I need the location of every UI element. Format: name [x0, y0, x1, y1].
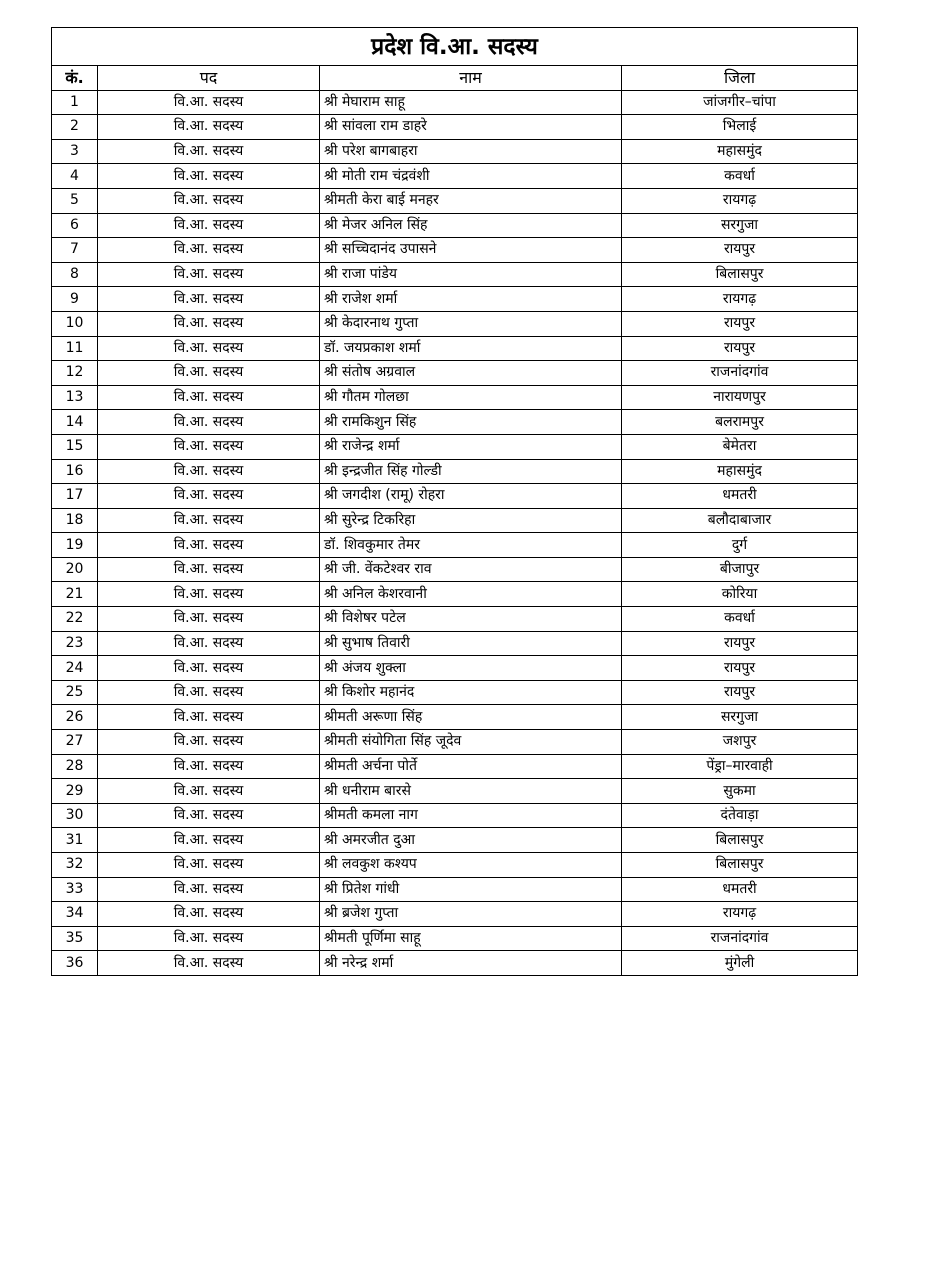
row-name: श्री सुरेन्द्र टिकरिहा	[320, 508, 622, 533]
row-name: श्री जगदीश (रामू) रोहरा	[320, 484, 622, 509]
row-name: श्री नरेन्द्र शर्मा	[320, 951, 622, 976]
column-header-district: जिला	[622, 66, 858, 91]
row-name: श्री सांवला राम डाहरे	[320, 115, 622, 140]
row-district: रायपुर	[622, 336, 858, 361]
row-number: 23	[52, 631, 98, 656]
table-row	[52, 115, 858, 140]
table-row	[52, 631, 858, 656]
row-district: रायगढ़	[622, 287, 858, 312]
row-post: वि.आ. सदस्य	[98, 730, 320, 755]
row-district: बेमेतरा	[622, 434, 858, 459]
row-number: 34	[52, 902, 98, 927]
row-name: श्री अंजय शुक्ला	[320, 656, 622, 681]
row-name: श्री किशोर महानंद	[320, 680, 622, 705]
row-post: वि.आ. सदस्य	[98, 434, 320, 459]
table-row	[52, 164, 858, 189]
row-district: बलरामपुर	[622, 410, 858, 435]
row-district: भिलाई	[622, 115, 858, 140]
row-district: बलौदाबाजार	[622, 508, 858, 533]
row-post: वि.आ. सदस्य	[98, 779, 320, 804]
row-number: 26	[52, 705, 98, 730]
row-post: वि.आ. सदस्य	[98, 336, 320, 361]
row-number: 27	[52, 730, 98, 755]
table-row	[52, 705, 858, 730]
row-name: श्री अमरजीत दुआ	[320, 828, 622, 853]
table-row	[52, 90, 858, 115]
row-number: 36	[52, 951, 98, 976]
row-name: श्री ब्रजेश गुप्ता	[320, 902, 622, 927]
row-post: वि.आ. सदस्य	[98, 188, 320, 213]
row-district: मुंगेली	[622, 951, 858, 976]
row-name: श्री मेघाराम साहू	[320, 90, 622, 115]
row-number: 12	[52, 361, 98, 386]
row-name: श्री राजा पांडेय	[320, 262, 622, 287]
row-district: दुर्ग	[622, 533, 858, 558]
table-row	[52, 336, 858, 361]
row-number: 29	[52, 779, 98, 804]
row-district: महासमुंद	[622, 139, 858, 164]
column-header-number: कं.	[52, 66, 98, 91]
table-row	[52, 188, 858, 213]
table-row	[52, 607, 858, 632]
header-row	[52, 66, 858, 91]
row-number: 32	[52, 853, 98, 878]
row-district: जशपुर	[622, 730, 858, 755]
row-name: श्री सच्चिदानंद उपासने	[320, 238, 622, 263]
row-name: श्री सुभाष तिवारी	[320, 631, 622, 656]
row-number: 13	[52, 385, 98, 410]
row-post: वि.आ. सदस्य	[98, 902, 320, 927]
row-name: श्री रामकिशुन सिंह	[320, 410, 622, 435]
row-number: 15	[52, 434, 98, 459]
column-header-post: पद	[98, 66, 320, 91]
table-row	[52, 139, 858, 164]
row-district: रायपुर	[622, 311, 858, 336]
table-row	[52, 213, 858, 238]
table-row	[52, 951, 858, 976]
table-row	[52, 557, 858, 582]
row-district: रायपुर	[622, 656, 858, 681]
row-post: वि.आ. सदस्य	[98, 459, 320, 484]
row-post: वि.आ. सदस्य	[98, 877, 320, 902]
row-name: श्रीमती संयोगिता सिंह जूदेव	[320, 730, 622, 755]
row-name: श्रीमती कमला नाग	[320, 803, 622, 828]
row-name: श्री जी. वेंकटेश्वर राव	[320, 557, 622, 582]
table-row	[52, 484, 858, 509]
row-post: वि.आ. सदस्य	[98, 951, 320, 976]
row-post: वि.आ. सदस्य	[98, 926, 320, 951]
table-row	[52, 287, 858, 312]
members-table	[51, 27, 858, 976]
row-number: 11	[52, 336, 98, 361]
row-post: वि.आ. सदस्य	[98, 680, 320, 705]
row-name: श्री केदारनाथ गुप्ता	[320, 311, 622, 336]
row-number: 6	[52, 213, 98, 238]
row-district: रायगढ़	[622, 188, 858, 213]
table-row	[52, 385, 858, 410]
row-name: श्रीमती केरा बाई मनहर	[320, 188, 622, 213]
table-row	[52, 582, 858, 607]
row-district: पेंड्रा–मारवाही	[622, 754, 858, 779]
table-row	[52, 779, 858, 804]
row-post: वि.आ. सदस्य	[98, 361, 320, 386]
row-number: 16	[52, 459, 98, 484]
row-number: 24	[52, 656, 98, 681]
row-district: जांजगीर–चांपा	[622, 90, 858, 115]
row-post: वि.आ. सदस्य	[98, 656, 320, 681]
table-row	[52, 902, 858, 927]
row-number: 5	[52, 188, 98, 213]
row-post: वि.आ. सदस्य	[98, 803, 320, 828]
row-district: कवर्धा	[622, 164, 858, 189]
table-row	[52, 434, 858, 459]
table-row	[52, 508, 858, 533]
row-name: श्री मोती राम चंद्रवंशी	[320, 164, 622, 189]
row-district: राजनांदगांव	[622, 361, 858, 386]
row-district: महासमुंद	[622, 459, 858, 484]
row-name: श्री संतोष अग्रवाल	[320, 361, 622, 386]
row-name: श्री इन्द्रजीत सिंह गोल्डी	[320, 459, 622, 484]
row-name: श्रीमती पूर्णिमा साहू	[320, 926, 622, 951]
row-district: रायगढ़	[622, 902, 858, 927]
row-name: श्रीमती अर्चना पोर्ते	[320, 754, 622, 779]
row-name: श्री धनीराम बारसे	[320, 779, 622, 804]
table-row	[52, 238, 858, 263]
row-number: 14	[52, 410, 98, 435]
row-number: 18	[52, 508, 98, 533]
row-post: वि.आ. सदस्य	[98, 90, 320, 115]
column-header-name: नाम	[320, 66, 622, 91]
row-name: श्री लवकुश कश्यप	[320, 853, 622, 878]
row-post: वि.आ. सदस्य	[98, 533, 320, 558]
row-post: वि.आ. सदस्य	[98, 508, 320, 533]
table-row	[52, 926, 858, 951]
row-number: 9	[52, 287, 98, 312]
row-name: श्रीमती अरूणा सिंह	[320, 705, 622, 730]
row-post: वि.आ. सदस्य	[98, 262, 320, 287]
table-row	[52, 262, 858, 287]
table-row	[52, 459, 858, 484]
table-row	[52, 680, 858, 705]
row-post: वि.आ. सदस्य	[98, 828, 320, 853]
row-district: बीजापुर	[622, 557, 858, 582]
row-number: 20	[52, 557, 98, 582]
row-number: 28	[52, 754, 98, 779]
title-row	[52, 28, 858, 66]
table-row	[52, 828, 858, 853]
row-name: श्री राजेन्द्र शर्मा	[320, 434, 622, 459]
row-name: डॉ. शिवकुमार तेमर	[320, 533, 622, 558]
row-post: वि.आ. सदस्य	[98, 582, 320, 607]
row-district: सुकमा	[622, 779, 858, 804]
row-post: वि.आ. सदस्य	[98, 557, 320, 582]
row-number: 17	[52, 484, 98, 509]
row-name: श्री राजेश शर्मा	[320, 287, 622, 312]
row-number: 30	[52, 803, 98, 828]
row-district: रायपुर	[622, 680, 858, 705]
row-post: वि.आ. सदस्य	[98, 164, 320, 189]
row-number: 7	[52, 238, 98, 263]
row-district: सरगुजा	[622, 705, 858, 730]
row-number: 21	[52, 582, 98, 607]
row-name: श्री विशेषर पटेल	[320, 607, 622, 632]
row-post: वि.आ. सदस्य	[98, 287, 320, 312]
row-post: वि.आ. सदस्य	[98, 853, 320, 878]
row-district: राजनांदगांव	[622, 926, 858, 951]
table-row	[52, 361, 858, 386]
row-name: श्री गौतम गोलछा	[320, 385, 622, 410]
page-title: प्रदेश वि.आ. सदस्य	[52, 28, 858, 66]
row-number: 25	[52, 680, 98, 705]
table-row	[52, 877, 858, 902]
row-district: बिलासपुर	[622, 828, 858, 853]
row-number: 1	[52, 90, 98, 115]
row-district: धमतरी	[622, 877, 858, 902]
row-number: 8	[52, 262, 98, 287]
table-row	[52, 730, 858, 755]
row-number: 4	[52, 164, 98, 189]
row-number: 19	[52, 533, 98, 558]
row-district: कोरिया	[622, 582, 858, 607]
row-post: वि.आ. सदस्य	[98, 754, 320, 779]
table-row	[52, 656, 858, 681]
row-district: रायपुर	[622, 238, 858, 263]
row-name: श्री परेश बागबाहरा	[320, 139, 622, 164]
table-row	[52, 853, 858, 878]
row-post: वि.आ. सदस्य	[98, 631, 320, 656]
row-number: 22	[52, 607, 98, 632]
table-row	[52, 803, 858, 828]
row-name: श्री प्रितेश गांधी	[320, 877, 622, 902]
row-name: श्री मेजर अनिल सिंह	[320, 213, 622, 238]
table-body	[52, 90, 858, 975]
document-sheet	[51, 27, 857, 976]
row-number: 2	[52, 115, 98, 140]
row-district: धमतरी	[622, 484, 858, 509]
row-number: 31	[52, 828, 98, 853]
row-post: वि.आ. सदस्य	[98, 410, 320, 435]
table-row	[52, 410, 858, 435]
row-district: रायपुर	[622, 631, 858, 656]
row-post: वि.आ. सदस्य	[98, 484, 320, 509]
row-number: 35	[52, 926, 98, 951]
table-row	[52, 533, 858, 558]
row-post: वि.आ. सदस्य	[98, 115, 320, 140]
table-row	[52, 311, 858, 336]
row-name: डॉ. जयप्रकाश शर्मा	[320, 336, 622, 361]
row-number: 10	[52, 311, 98, 336]
row-district: दंतेवाड़ा	[622, 803, 858, 828]
row-district: कवर्धा	[622, 607, 858, 632]
row-district: नारायणपुर	[622, 385, 858, 410]
row-name: श्री अनिल केशरवानी	[320, 582, 622, 607]
row-post: वि.आ. सदस्य	[98, 705, 320, 730]
row-post: वि.आ. सदस्य	[98, 238, 320, 263]
table-row	[52, 754, 858, 779]
row-number: 33	[52, 877, 98, 902]
row-district: बिलासपुर	[622, 262, 858, 287]
row-post: वि.आ. सदस्य	[98, 311, 320, 336]
row-post: वि.आ. सदस्य	[98, 213, 320, 238]
row-number: 3	[52, 139, 98, 164]
row-district: सरगुजा	[622, 213, 858, 238]
row-district: बिलासपुर	[622, 853, 858, 878]
row-post: वि.आ. सदस्य	[98, 385, 320, 410]
row-post: वि.आ. सदस्य	[98, 607, 320, 632]
row-post: वि.आ. सदस्य	[98, 139, 320, 164]
